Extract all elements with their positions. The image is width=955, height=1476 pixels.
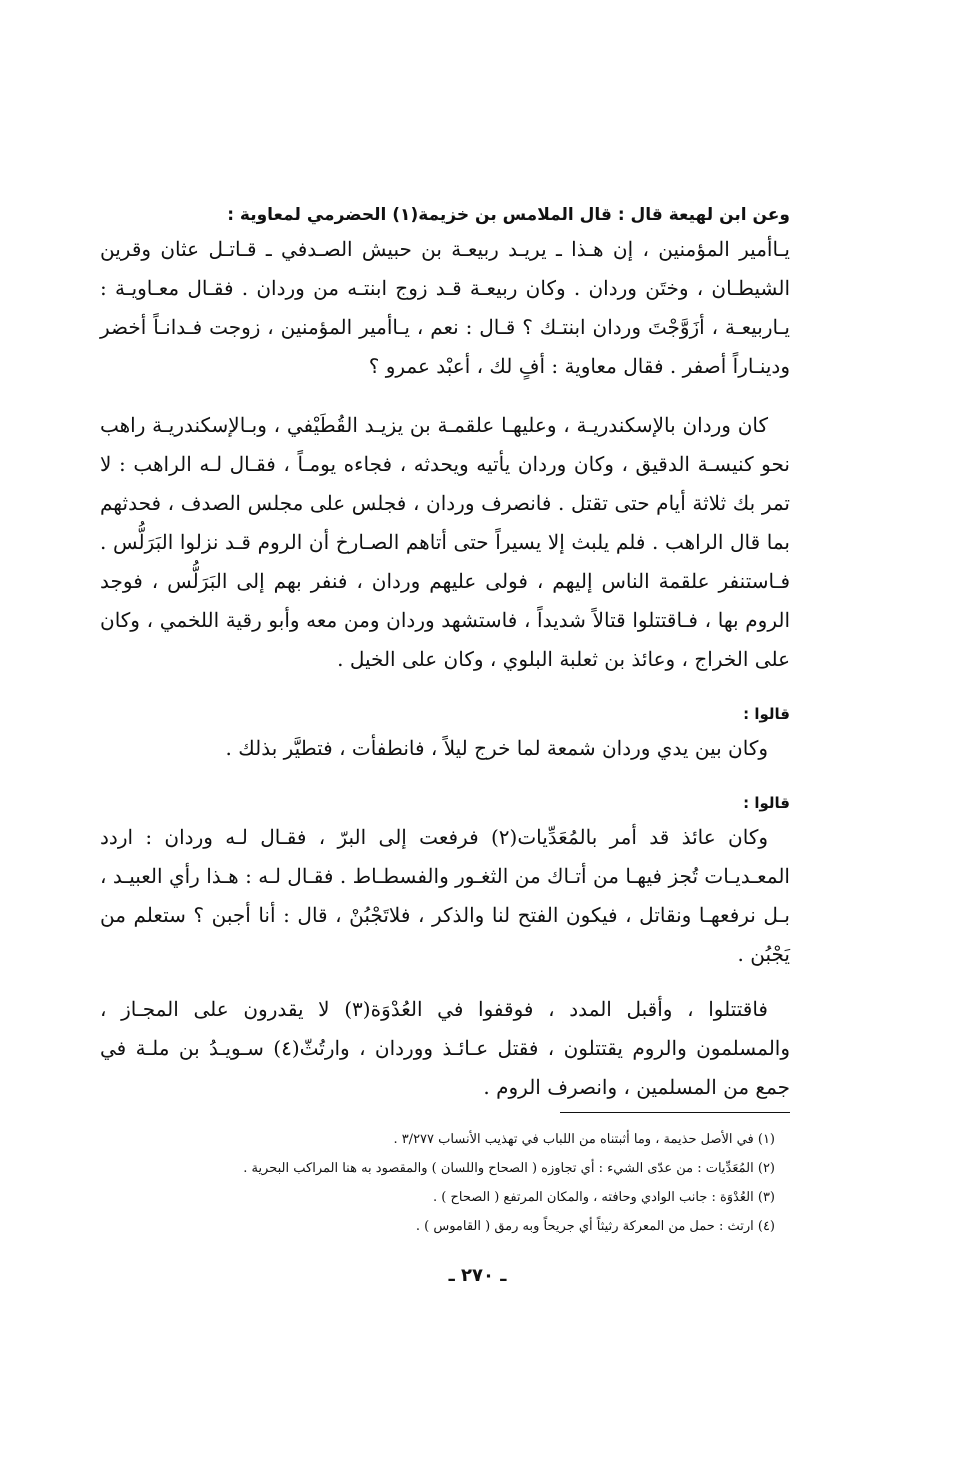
footnote-1: (١) في الأصل حذيمة ، وما أثبتناه من اللباب في تهذيب الأنساب ٣/٢٧٧ . <box>393 1132 775 1147</box>
spacer <box>100 768 790 788</box>
paragraph-2: كان وردان بالإسكندريـة ، وعليهـا علقمـة بن يزيـد القُطَيْفي ، وبـالإسكندريـة راهب نحو كنيسـة الدقيق ، وكان وردان يأتيه ويحدثه ، فجاءه يومـاً ، فقـال لـه الراهب : لا تمر بك ثلاثة أيام حتى تقتل . فانصرف وردان ، فجلس على مجلس الصدف ، فحدثهم بما قال الراهب . فلم يلبث إلا يسيراً حتى أتاهم الصـارخ أن الروم قـد نزلوا البَرَلُّس . فـاستنفر علقمة الناس إليهم ، فولى عليهم وردان ، فنفر بهم إلى البَرَلُّس ، فوجد الروم بها ، فـاقتتلوا قتالاً شديداً ، فاستشهد وردان ومن معه وأبو رقية اللخمي ، وكان على الخراج ، وعائذ بن ثعلبة البلوي ، وكان على الخيل . <box>100 413 790 671</box>
spacer <box>100 386 790 406</box>
paragraph-3: وكان بين يدي وردان شمعة لما خرج ليلاً ، فانطفأت ، فتطيَّر بذلك . <box>225 736 768 760</box>
footnote-4: (٤) ارتث : حمل من المعركة رثيثاً أي جريحاً وبه رمق ( القاموس ) . <box>415 1219 775 1234</box>
footnote-2: (٢) المُعَدِّيات : من عدّى الشيء : أي تجاوزه ( الصحاح واللسان ) والمقصود به هنا المراكب البحرية . <box>243 1161 775 1176</box>
footnote-3: (٣) العُدْوَة : جانب الوادي وحافته ، والمكان المرتفع ( الصحاح ) . <box>433 1190 775 1205</box>
page-number: ـ ٢٧٠ ـ <box>448 1265 507 1286</box>
footnotes <box>175 1125 775 1241</box>
paragraph-5: فاقتتلوا ، وأقبل المدد ، فوقفوا في العُدْوَة(٣) لا يقدرون على المجـاز ، والمسلمون والروم يقتتلون ، فقتل عـائـذ ووردان ، وارتُثّ(٤) سـويـدُ بن ملـة في جمع من المسلمين ، وانصرف الروم . <box>100 997 791 1099</box>
section-heading: وعن ابن لهيعة قال : قال الملامس بن خزيمة(١) الحضرمي لمعاوية : <box>227 205 790 225</box>
paragraph-4: وكان عائذ قد أمر بالمُعَدِّيات(٢) فرفعت إلى البرّ ، فقـال لـه وردان : اردد المعـديـات تُجز فيهـا من أتـاك من الثغـور والفسطـاط . فقـال لـه : هـذا رأي العبيـد ، بـل نرفعهـا ونقاتل ، فيكون الفتح لنا والذكر ، فلاتَجْبُنْ ، قال : أنا أجبن ؟ ستعلم من يَجْبُن . <box>100 825 790 966</box>
section-label: قالوا : <box>743 794 790 812</box>
spacer <box>100 974 790 990</box>
spacer <box>100 679 790 699</box>
footnote-separator <box>560 1112 790 1113</box>
page-body <box>100 200 790 1107</box>
paragraph-1: يـاأمير المؤمنين ، إن هـذا ـ يريـد ربيعـة بن حبيش الصـدفي ـ قـاتـل عثان وقرين الشيطـان ، وختَن وردان . وكان ربيعـة قـد زوج ابنتـه من وردان . فقـال معـاويـة : يـاربيعـة ، أزَوَّجْتَ وردان ابنتـك ؟ قـال : نعم ، يـاأمير المؤمنين ، زوجت فـدانـاً أخضر ودينـاراً أصفر . فقال معاوية : أفٍ لك ، أعبْد عمرو ؟ <box>100 237 790 378</box>
section-label: قالوا : <box>743 705 790 723</box>
